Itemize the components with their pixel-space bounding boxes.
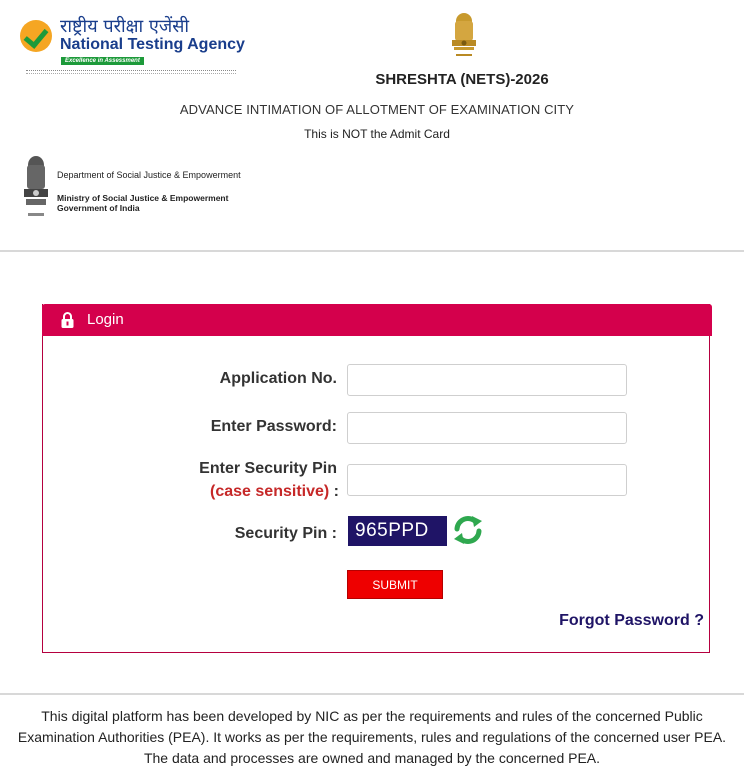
agency-hindi-name: राष्ट्रीय परीक्षा एजेंसी: [60, 16, 190, 37]
page-header: [0, 0, 744, 252]
lock-icon: [61, 312, 74, 328]
footer-divider: [0, 693, 744, 695]
national-emblem-icon: [20, 155, 52, 223]
agency-name: National Testing Agency: [60, 36, 245, 53]
header-divider: [0, 250, 744, 252]
login-title: Login: [87, 311, 124, 328]
footer-line: The data and processes are owned and managed by the concerned PEA.: [143, 750, 601, 766]
security-pin-case-note: [210, 483, 339, 501]
checkmark-logo-icon: [20, 20, 52, 52]
security-pin-entry-label: Enter Security Pin: [199, 460, 337, 477]
case-sensitive-note: (case sensitive): [210, 483, 330, 500]
department-name: Department of Social Justice & Empowerment: [57, 170, 241, 180]
password-input[interactable]: [347, 412, 627, 444]
department-block: [20, 155, 250, 230]
intimation-title: ADVANCE INTIMATION OF ALLOTMENT OF EXAMINATION CITY: [179, 102, 575, 117]
exam-title: SHRESHTA (NETS)-2026: [375, 71, 549, 88]
agency-tagline: Excellence in Assessment: [61, 57, 144, 65]
forgot-password-link[interactable]: Forgot Password ?: [559, 612, 704, 629]
government-name: Government of India: [57, 203, 140, 213]
captcha-image: 965PPD: [348, 516, 447, 546]
login-panel: [42, 304, 710, 653]
security-pin-input[interactable]: [347, 464, 627, 496]
ministry-name: Ministry of Social Justice & Empowerment: [57, 193, 229, 203]
national-emblem-icon: [446, 12, 482, 62]
refresh-icon[interactable]: [451, 513, 485, 547]
login-panel-header: [42, 304, 712, 336]
security-pin-label: Security Pin :: [234, 525, 337, 542]
footer-line: This digital platform has been developed by NIC as per the requirements and rules of the concerned Public: [41, 708, 703, 724]
pin-colon: :: [329, 483, 339, 500]
password-label: Enter Password:: [210, 418, 337, 435]
footer-line: Examination Authorities (PEA). It works as per the requirements, rules and regulations of the concerned user PEA.: [17, 729, 727, 745]
application-number-label: Application No.: [219, 370, 337, 387]
not-admit-card-note: This is NOT the Admit Card: [304, 127, 450, 141]
submit-button[interactable]: SUBMIT: [347, 570, 443, 599]
footer-disclaimer: [0, 706, 744, 769]
application-number-input[interactable]: [347, 364, 627, 396]
